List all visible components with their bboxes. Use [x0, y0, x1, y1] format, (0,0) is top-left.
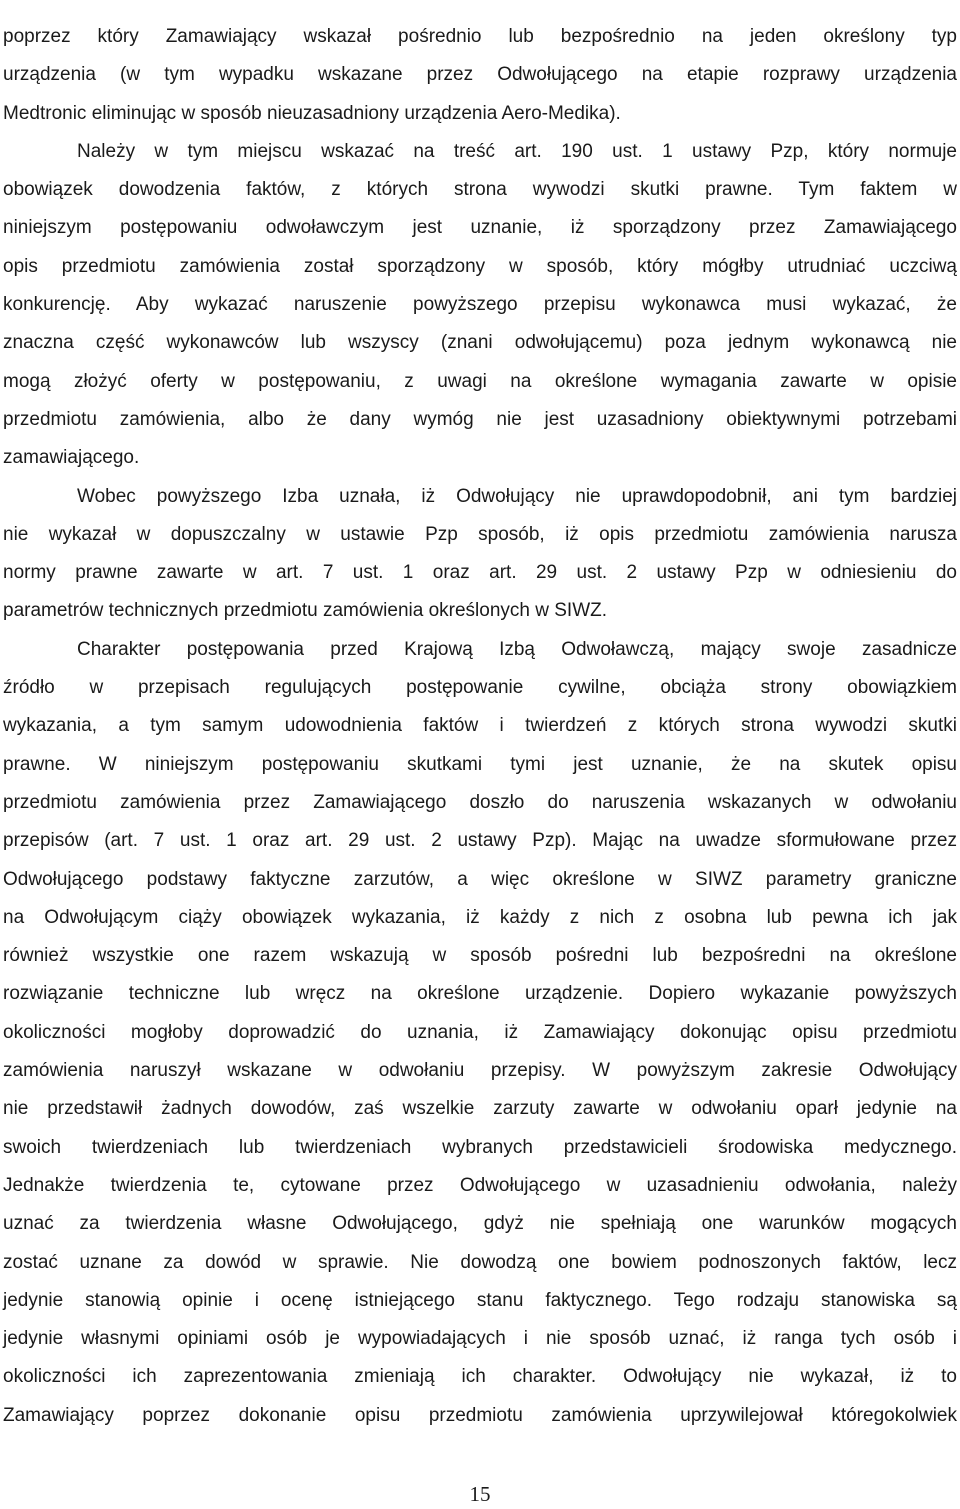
page-number: 15	[469, 1482, 491, 1506]
text-line: przepisów (art. 7 ust. 1 oraz art. 29 ust. 2 ustawy Pzp). Mając na uwadze sformułowane przez	[3, 830, 957, 852]
text-line: Zamawiający poprzez dokonanie opisu przedmiotu zamówienia uprzywilejował któregokolwiek	[3, 1404, 957, 1426]
text-line: przedmiotu zamówienia, albo że dany wymóg nie jest uzasadniony obiektywnymi potrzebami	[3, 408, 957, 430]
text-line: prawne. W niniejszym postępowaniu skutkami tymi jest uznanie, że na skutek opisu	[3, 753, 957, 775]
text-line: Odwołującego podstawy faktyczne zarzutów, a więc określone w SIWZ parametry graniczne	[3, 868, 957, 890]
text-line: Charakter postępowania przed Krajową Izbą Odwoławczą, mający swoje zasadnicze	[77, 638, 957, 660]
text-line: okoliczności mogłoby doprowadzić do uznania, iż Zamawiający dokonując opisu przedmiotu	[3, 1021, 957, 1043]
text-line: zostać uznane za dowód w sprawie. Nie dowodzą one bowiem podnoszonych faktów, lecz	[3, 1251, 957, 1273]
text-line: okoliczności ich zaprezentowania zmieniają ich charakter. Odwołujący nie wykazał, iż to	[3, 1366, 957, 1388]
text-line: urządzenia (w tym wypadku wskazane przez Odwołującego na etapie rozprawy urządzenia	[3, 64, 957, 86]
text-line: na Odwołującym ciąży obowiązek wykazania, iż każdy z nich z osobna lub pewna ich jak	[3, 906, 957, 928]
text-line: uznać za twierdzenia własne Odwołującego, gdyż nie spełniają one warunków mogących	[3, 1213, 957, 1235]
text-line: Jednakże twierdzenia te, cytowane przez Odwołującego w uzasadnieniu odwołania, należy	[3, 1174, 957, 1196]
text-line: niniejszym postępowaniu odwoławczym jest uznanie, iż sporządzony przez Zamawiającego	[3, 217, 957, 239]
text-line: wykazania, a tym samym udowodnienia faktów i twierdzeń z których strona wywodzi skutki	[3, 715, 957, 737]
text-line: Należy w tym miejscu wskazać na treść art. 190 ust. 1 ustawy Pzp, który normuje	[77, 140, 957, 162]
text-line: swoich twierdzeniach lub twierdzeniach wybranych przedstawicieli środowiska medycznego.	[3, 1136, 957, 1158]
text-line: jedynie własnymi opiniami osób je wypowiadających i nie sposób uznać, iż ranga tych osób i	[3, 1328, 957, 1350]
text-line: zamawiającego.	[3, 447, 140, 469]
text-line: poprzez który Zamawiający wskazał pośrednio lub bezpośrednio na jeden określony typ	[3, 26, 957, 47]
text-line: opis przedmiotu zamówienia został sporządzony w sposób, który mógłby utrudniać uczciwą	[3, 255, 957, 277]
document-body	[3, 18, 957, 1435]
text-line: parametrów technicznych przedmiotu zamówienia określonych w SIWZ.	[3, 600, 608, 622]
text-line: również wszystkie one razem wskazują w sposób pośredni lub bezpośredni na określone	[3, 945, 957, 967]
text-line: Wobec powyższego Izba uznała, iż Odwołujący nie uprawdopodobnił, ani tym bardziej	[77, 485, 957, 507]
text-line: normy prawne zawarte w art. 7 ust. 1 oraz art. 29 ust. 2 ustawy Pzp w odniesieniu do	[3, 562, 957, 584]
text-line: nie wykazał w dopuszczalny w ustawie Pzp sposób, iż opis przedmiotu zamówienia narusza	[3, 523, 957, 545]
text-line: mogą złożyć oferty w postępowaniu, z uwagi na określone wymagania zawarte w opisie	[3, 370, 957, 392]
text-line: nie przedstawił żadnych dowodów, zaś wszelkie zarzuty zawarte w odwołaniu oparł jedynie na	[3, 1098, 957, 1120]
text-line: zamówienia naruszył wskazane w odwołaniu przepisy. W powyższym zakresie Odwołujący	[3, 1060, 957, 1082]
text-line: obowiązek dowodzenia faktów, z których strona wywodzi skutki prawne. Tym faktem w	[3, 179, 957, 201]
text-line: konkurencję. Aby wykazać naruszenie powyższego przepisu wykonawca musi wykazać, że	[3, 294, 957, 316]
text-line: Medtronic eliminując w sposób nieuzasadniony urządzenia Aero-Medika).	[3, 102, 621, 124]
text-line: jedynie stanowią opinie i ocenę istniejącego stanu faktycznego. Tego rodzaju stanowiska są	[3, 1289, 957, 1311]
text-line: źródło w przepisach regulujących postępowanie cywilne, obciąża strony obowiązkiem	[3, 677, 957, 699]
text-line: rozwiązanie techniczne lub wręcz na określone urządzenie. Dopiero wykazanie powyższych	[3, 983, 957, 1005]
text-line: znaczna część wykonawców lub wszyscy (znani odwołującemu) poza jednym wykonawcą nie	[3, 332, 957, 354]
text-line: przedmiotu zamówienia przez Zamawiającego doszło do naruszenia wskazanych w odwołaniu	[3, 791, 957, 813]
